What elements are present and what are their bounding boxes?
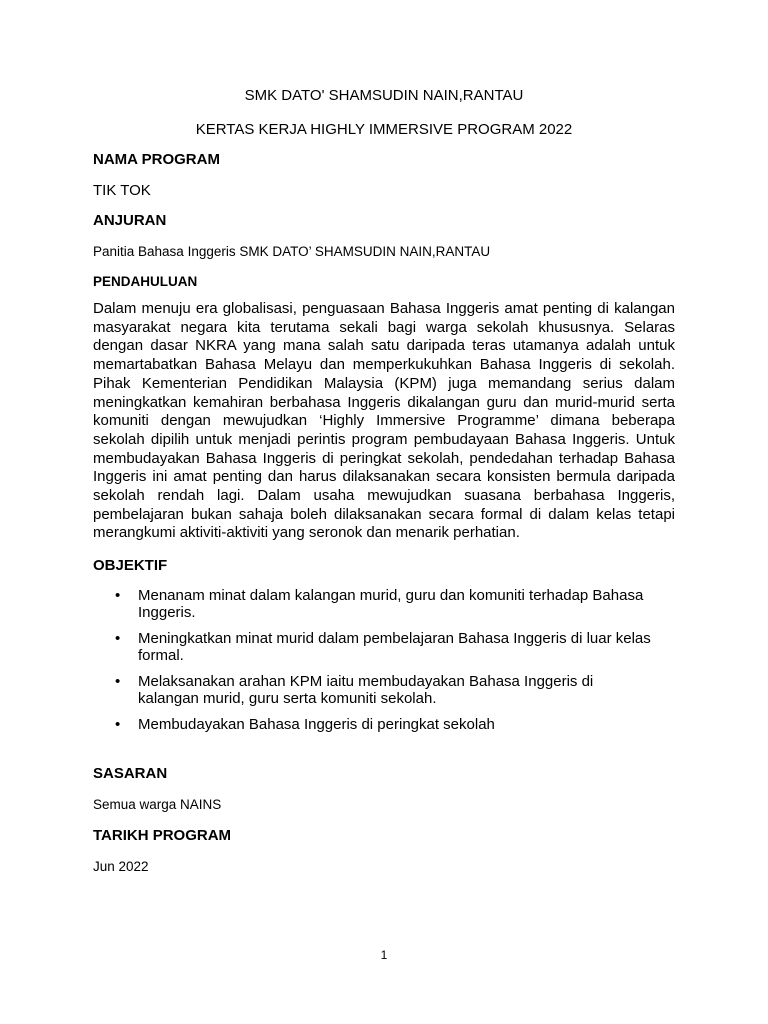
list-item — [93, 716, 658, 733]
page-number: 1 — [380, 948, 388, 962]
heading-objektif: OBJEKTIF — [93, 557, 168, 574]
list-item — [93, 673, 658, 707]
document-title: KERTAS KERJA HIGHLY IMMERSIVE PROGRAM 2022 — [195, 121, 573, 138]
bullet-icon: • — [115, 630, 121, 647]
heading-nama-program: NAMA PROGRAM — [93, 151, 220, 168]
heading-tarikh-program: TARIKH PROGRAM — [93, 827, 232, 844]
bullet-icon: • — [115, 587, 121, 604]
tarikh-value: Jun 2022 — [93, 859, 149, 874]
list-item-text: Meningkatkan minat murid dalam pembelajaran Bahasa Inggeris di luar kelas formal. — [138, 630, 651, 664]
bullet-icon: • — [115, 673, 121, 690]
objektif-list — [93, 587, 675, 733]
anjuran-value: Panitia Bahasa Inggeris SMK DATO’ SHAMSUDIN NAIN,RANTAU — [93, 244, 491, 259]
school-name: SMK DATO' SHAMSUDIN NAIN,RANTAU — [244, 87, 524, 104]
bullet-icon: • — [115, 716, 121, 733]
list-item-text: Menanam minat dalam kalangan murid, guru dan komuniti terhadap Bahasa Inggeris. — [138, 587, 644, 621]
pendahuluan-paragraph: Dalam menuju era globalisasi, penguasaan Bahasa Inggeris amat penting di kalangan masyarakat negara kita terutama sekali bagi warga sekolah khususnya. Selaras dengan dasar NKRA yang mana salah satu daripada teras utamanya adalah untuk memartabatkan Bahasa Melayu dan memperkukuhkan Bahasa Inggeris di sekolah. Pihak Kementerian Pendidikan Malaysia (KPM) juga memandang serius dalam meningkatkan kemahiran berbahasa Inggeris dikalangan guru dan murid-murid serta komuniti dengan mewujudkan ‘Highly Immersive Programme’ dimana beberapa sekolah dipilih untuk menjadi perintis program pembudayaan Bahasa Inggeris. Untuk membudayakan Bahasa Inggeris di peringkat sekolah, pendedahan terhadap Bahasa Inggeris ini amat penting dan harus dilaksanakan secara konsisten bermula daripada sekolah rendah lagi. Dalam usaha mewujudkan suasana berbahasa Inggeris, pembelajaran bukan sahaja boleh dilaksanakan secara formal di dalam kelas tetapi merangkumi aktiviti-aktiviti yang seronok dan menarik perhatian. — [93, 300, 675, 542]
heading-sasaran: SASARAN — [93, 765, 168, 782]
heading-pendahuluan: PENDAHULUAN — [93, 274, 198, 289]
list-item-text: Membudayakan Bahasa Inggeris di peringkat sekolah — [138, 716, 495, 733]
sasaran-value: Semua warga NAINS — [93, 797, 222, 812]
list-item — [93, 630, 658, 664]
list-item-text: Melaksanakan arahan KPM iaitu membudayakan Bahasa Inggeris di kalangan murid, guru serta komuniti sekolah. — [138, 673, 594, 707]
list-item — [93, 587, 658, 621]
heading-anjuran: ANJURAN — [93, 212, 167, 229]
nama-program-value: TIK TOK — [93, 182, 151, 199]
